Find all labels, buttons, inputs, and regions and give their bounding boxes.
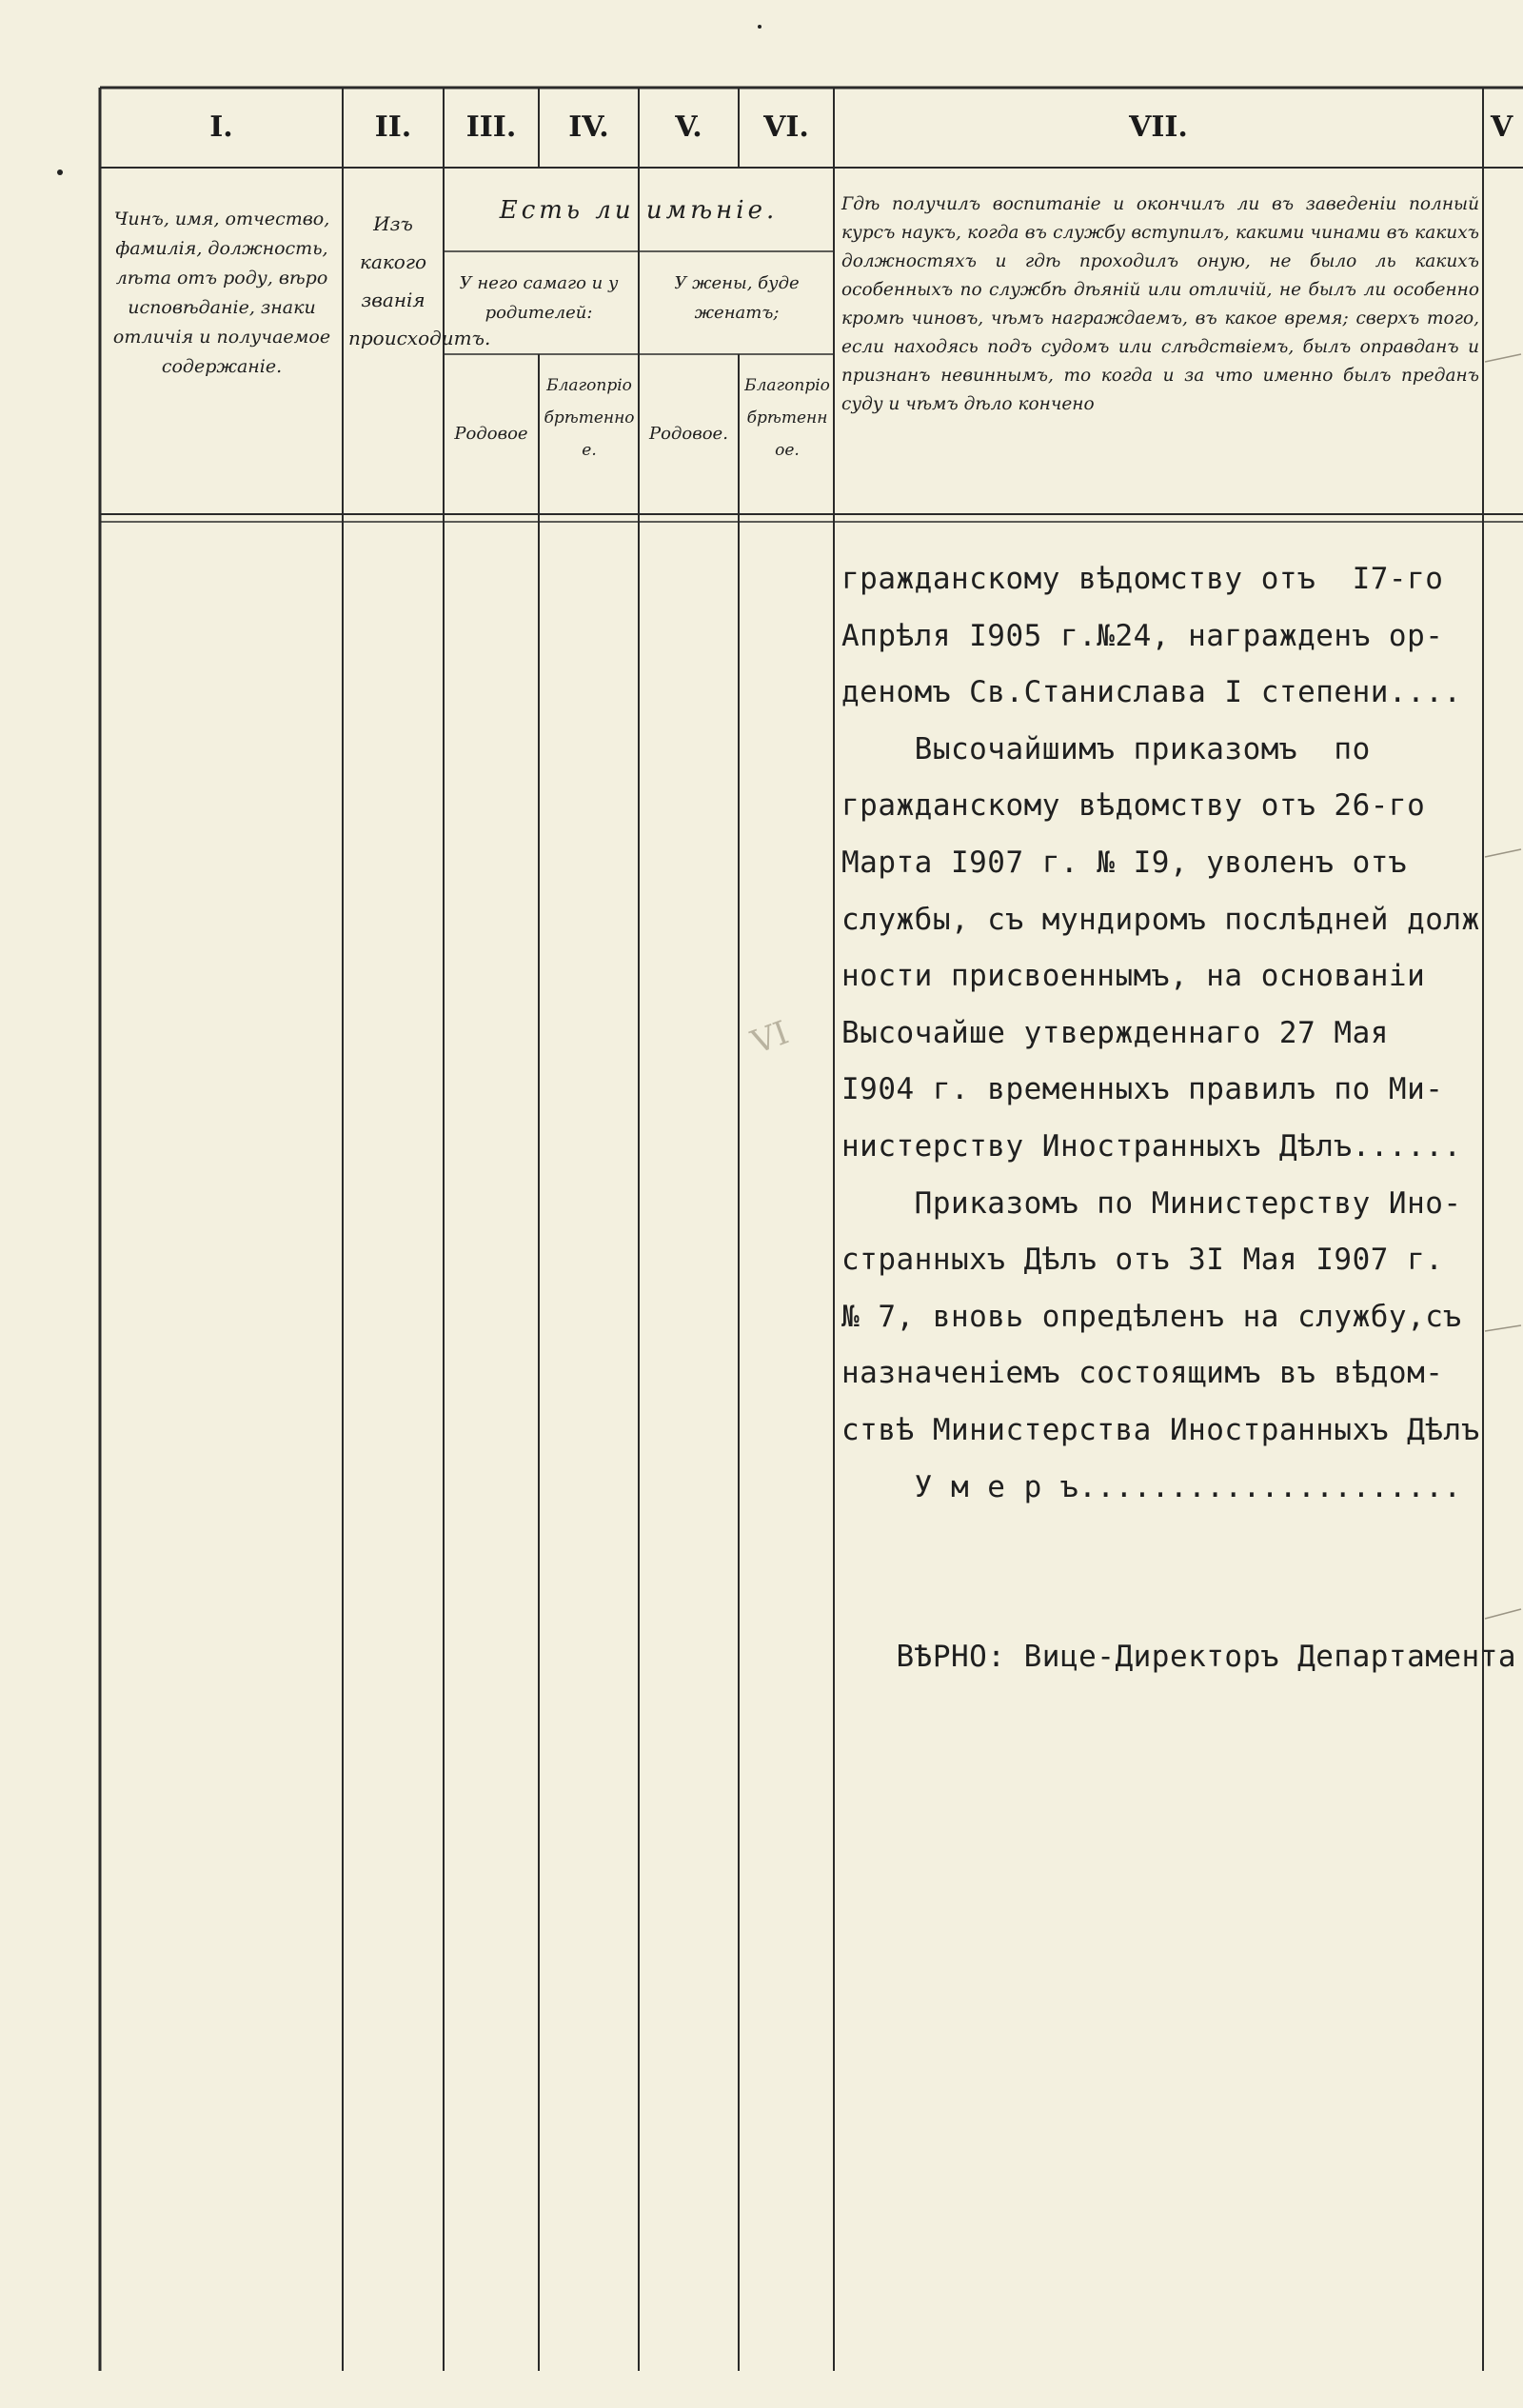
record-line: ствѣ Министерства Иностранныхъ Дѣлъ (841, 1413, 1480, 1447)
col-heading-1: Чинъ, имя, отчество, фамилія, должность, лѣта отъ роду, вѣро исповѣданіе, знаки отличія и получаемое содержаніе. (112, 209, 331, 377)
record-line: назначеніемъ состоящимъ въ вѣдом- (841, 1356, 1444, 1391)
ink-speck (758, 25, 762, 29)
col-heading-4: Благопріобрѣтенное. (544, 376, 635, 460)
record-line: Марта I907 г. № I9, уволенъ отъ (841, 846, 1408, 880)
col-numeral-next: V (1491, 110, 1513, 144)
estate-wife: У жены, буде женатъ; (674, 273, 800, 323)
col-numeral-7: VII. (1129, 110, 1188, 144)
record-line: Высочайше утвержденнаго 27 Мая (841, 1015, 1389, 1050)
record-line: гражданскому вѣдомству отъ 26-го (841, 788, 1426, 824)
col-heading-3: Родовое (454, 424, 528, 444)
record-line: нистерству Иностранныхъ Дѣлъ...... (841, 1129, 1462, 1164)
record-line: странныхъ Дѣлъ отъ 3I Мая I907 г. (841, 1243, 1444, 1278)
estate-group-heading: Есть ли имѣніе. (499, 196, 779, 225)
record-line: деномъ Св.Станислава I степени.... (841, 675, 1462, 710)
col-heading-7: Гдѣ получилъ воспитаніе и окончилъ ли въ заведеніи полный курсъ наукъ, когда въ службу вступилъ, какими чинами въ какихъ должностяхъ и гдѣ проходилъ оную, не было ль какихъ особенныхъ по службѣ дѣяній или отличій, не былъ ли особенно кромѣ чиновъ, чѣмъ награждаемъ, въ какое время; сверхъ того, если находясь подъ судомъ или слѣдствіемъ, былъ оправданъ и признанъ невиннымъ, то когда и за что именно былъ преданъ суду и чѣмъ дѣло кончено (841, 194, 1479, 414)
col-numeral-3: III. (465, 110, 517, 144)
col-numeral-1: I. (209, 110, 233, 144)
col-heading-5: Родовое. (649, 424, 728, 444)
record-line: Апрѣля I905 г.№24, награжденъ ор- (841, 618, 1444, 653)
col-numeral-2: II. (374, 110, 412, 144)
record-line: Высочайшимъ приказомъ по (841, 731, 1371, 766)
col-numeral-4: IV. (568, 110, 609, 144)
col-numeral-6: VI. (763, 110, 809, 144)
record-line: ВѢРНО: Вице-Директоръ Департамента (841, 1640, 1517, 1675)
col-numeral-5: V. (675, 110, 702, 144)
record-line: Приказомъ по Министерству Ино- (841, 1185, 1462, 1221)
record-line: ности присвоеннымъ, на основаніи (841, 959, 1426, 994)
ink-speck (57, 169, 63, 175)
col-heading-2: Изъ какого званія происходитъ. (348, 212, 491, 349)
record-line: гражданскому вѣдомству отъ I7-го (841, 562, 1444, 596)
record-line: У м е р ъ..................... (841, 1469, 1462, 1504)
record-line: I904 г. временныхъ правилъ по Ми- (841, 1072, 1444, 1107)
pencil-margin-mark: VI (746, 1013, 794, 1063)
estate-self-parents: У него самаго и у родителей: (459, 273, 619, 323)
record-line: № 7, вновь опредѣленъ на службу,съ (841, 1299, 1462, 1334)
col-heading-6: Благопріобрѣтенное. (744, 376, 830, 460)
record-line: службы, съ мундиромъ послѣдней долж (841, 902, 1480, 937)
